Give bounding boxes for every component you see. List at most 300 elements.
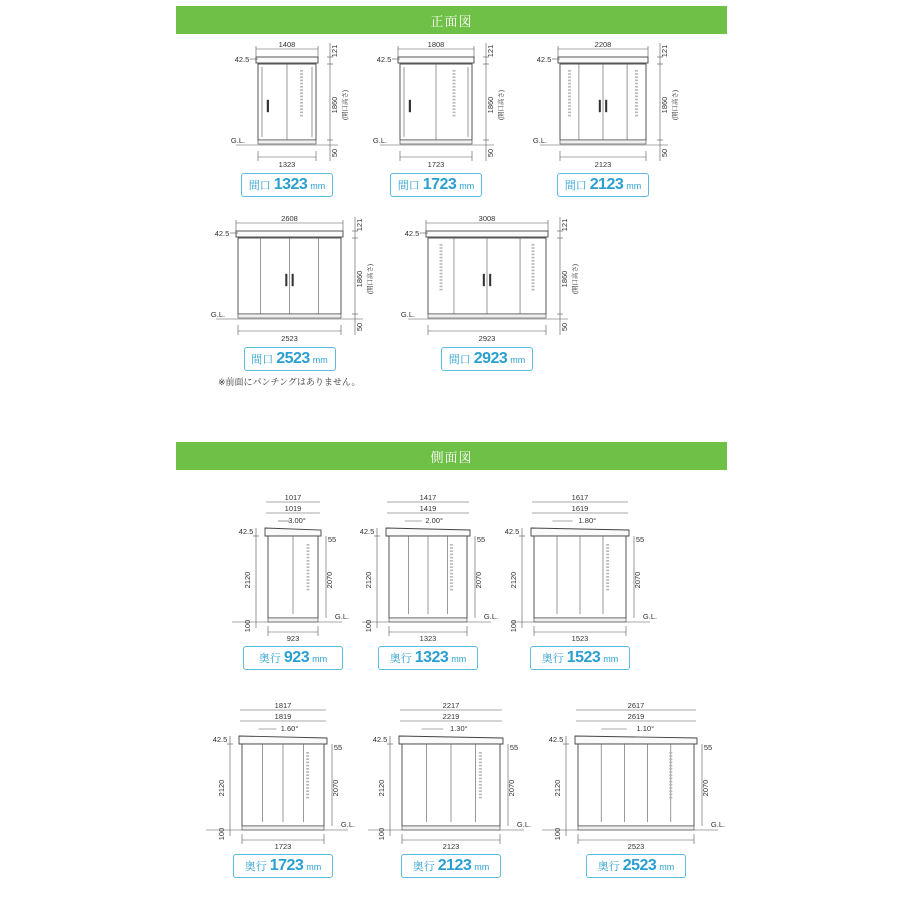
top-offset-label: 121 [355, 218, 364, 232]
front-view-title: 正面図 [430, 13, 473, 29]
ground-label: G.L. [230, 136, 246, 145]
ground-label: G.L. [340, 820, 356, 829]
ground-label: G.L. [642, 612, 658, 621]
side-base-label: 100 [243, 619, 252, 633]
door-handle [483, 274, 485, 286]
perforation-hole [635, 86, 638, 88]
perforation-hole [439, 273, 442, 275]
side-base-label: 100 [364, 619, 373, 633]
perforation-hole [439, 257, 442, 259]
perforation-hole [306, 787, 309, 789]
perforation-hole [532, 273, 535, 275]
side-back-offset-label: 55 [333, 743, 343, 752]
perforation-hole [635, 83, 638, 85]
side-depth-label: 2123 [442, 842, 460, 851]
side-view-title: 側面図 [430, 449, 473, 465]
perforation-hole [306, 768, 309, 770]
perforation-hole [300, 115, 303, 117]
perforation-hole [439, 266, 442, 268]
perforation-hole [479, 774, 482, 776]
shed-base [560, 140, 646, 144]
perforation-hole [606, 573, 609, 575]
top-offset-label: 121 [486, 44, 495, 58]
perforation-hole [568, 102, 571, 104]
side-base [578, 826, 694, 830]
perforation-hole [568, 115, 571, 117]
ground-label: G.L. [710, 820, 726, 829]
perforation-hole [450, 586, 453, 588]
perforation-hole [306, 778, 309, 780]
side-2-depth-badge [378, 646, 478, 670]
perforation-hole [532, 276, 535, 278]
front-opening-label: 2123 [594, 160, 612, 169]
perforation-hole [532, 257, 535, 259]
front-4-opening-badge-unit: mm [312, 355, 328, 365]
perforation-hole [532, 263, 535, 265]
perforation-hole [306, 758, 309, 760]
side-base-label: 100 [553, 827, 562, 841]
perforation-hole [439, 244, 442, 246]
base-height-label: 50 [355, 322, 364, 332]
ground-label: G.L. [372, 136, 388, 145]
perforation-hole [568, 76, 571, 78]
perforation-hole [606, 579, 609, 581]
side-6-depth-badge-unit: mm [659, 862, 675, 872]
ground-label: G.L. [483, 612, 499, 621]
perforation-hole [635, 70, 638, 72]
perforation-hole [307, 576, 310, 578]
perforation-hole [453, 99, 456, 101]
opening-height-note: (開口高さ) [367, 263, 374, 295]
front-1-opening-badge-value: 1323 [273, 176, 308, 193]
perforation-hole [300, 92, 303, 94]
side-3-depth-badge-unit: mm [603, 654, 619, 664]
ground-label: G.L. [516, 820, 532, 829]
roof-offset-label: 42.5 [214, 229, 230, 238]
shed-base [428, 314, 546, 318]
perforation-hole [439, 279, 442, 281]
shed-base [258, 140, 316, 144]
side-1-depth-badge [243, 646, 343, 670]
side-inner-height-label: 2070 [331, 779, 340, 797]
perforation-hole [669, 794, 672, 796]
perforation-hole [635, 99, 638, 101]
front-width-label: 2208 [594, 40, 612, 49]
perforation-hole [635, 115, 638, 117]
perforation-hole [453, 92, 456, 94]
perforation-hole [439, 254, 442, 256]
perforation-hole [635, 108, 638, 110]
side-depth-label: 2523 [627, 842, 645, 851]
perforation-hole [606, 570, 609, 572]
opening-height-label: 1860 [660, 96, 669, 114]
perforation-hole [307, 557, 310, 559]
perforation-hole [450, 554, 453, 556]
perforation-hole [669, 752, 672, 754]
side-roof-offset-label: 42.5 [212, 735, 228, 744]
front-2-opening-badge-label: 間口 [397, 180, 420, 192]
opening-height-note: (開口高さ) [672, 89, 679, 121]
opening-height-note: (開口高さ) [572, 263, 579, 295]
perforation-hole [306, 774, 309, 776]
side-top-width-label: 1617 [571, 493, 589, 502]
front-5-opening-badge-value: 2923 [473, 350, 508, 367]
side-roof [575, 736, 697, 744]
perforation-hole [453, 73, 456, 75]
perforation-hole [450, 550, 453, 552]
roof-angle-label: 1.10° [636, 724, 655, 733]
roof-offset-label: 42.5 [404, 229, 420, 238]
side-4-depth-badge [233, 854, 333, 878]
perforation-hole [606, 576, 609, 578]
opening-height-note: (開口高さ) [342, 89, 349, 121]
side-perforation [307, 544, 310, 590]
shed-roof [558, 57, 648, 63]
perforation-hole [669, 758, 672, 760]
perforation-hole [568, 105, 571, 107]
side-perforation [606, 544, 609, 590]
perforation-hole [606, 589, 609, 591]
perforation-hole [669, 762, 672, 764]
side-inner-height-label: 2070 [633, 571, 642, 589]
opening-height-note: (開口高さ) [498, 89, 505, 121]
front-4-opening-badge-value: 2523 [276, 350, 310, 367]
ground-label: G.L. [400, 310, 416, 319]
side-roof-width-label: 1819 [274, 712, 292, 721]
side-roof-offset-label: 42.5 [238, 527, 254, 536]
perforation-hole [453, 112, 456, 114]
perforation-hole [669, 797, 672, 799]
front-width-label: 2608 [281, 214, 298, 223]
perforation-hole [450, 544, 453, 546]
side-perforation [450, 544, 453, 590]
perforation-hole [439, 263, 442, 265]
perforation-hole [439, 289, 442, 291]
side-back-offset-label: 55 [327, 535, 337, 544]
perforation-hole [532, 250, 535, 252]
perforation-hole [669, 768, 672, 770]
side-view-header [176, 442, 727, 470]
side-3-depth-badge-value: 1523 [566, 649, 601, 666]
perforation-hole [479, 752, 482, 754]
perforation-hole [307, 563, 310, 565]
side-base [402, 826, 500, 830]
perforation-hole [300, 96, 303, 98]
ground-label: G.L. [532, 136, 548, 145]
front-width-label: 3008 [478, 214, 496, 223]
side-1-depth-badge-label: 奥行 [258, 653, 281, 665]
base-height-label: 50 [560, 322, 569, 332]
perforation-hole [669, 765, 672, 767]
side-roof-offset-label: 42.5 [372, 735, 388, 744]
front-width-label: 1408 [278, 40, 296, 49]
side-roof [531, 528, 629, 536]
perforation-hole [479, 771, 482, 773]
front-2-opening-badge [390, 173, 482, 197]
roof-angle-label: 3.00° [288, 516, 306, 525]
side-perforation [479, 752, 482, 798]
front-opening-label: 2923 [478, 334, 496, 343]
top-offset-label: 121 [660, 44, 669, 58]
perforation-hole [568, 86, 571, 88]
side-roof-width-label: 1419 [419, 504, 437, 513]
side-roof-offset-label: 42.5 [359, 527, 375, 536]
side-2-depth-badge-value: 1323 [414, 649, 449, 666]
perforation-hole [453, 96, 456, 98]
perforation-hole [439, 286, 442, 288]
door-handle [409, 100, 411, 112]
perforation-hole [532, 254, 535, 256]
side-perforation [306, 752, 309, 798]
perforation-hole [300, 86, 303, 88]
perforation-hole [300, 89, 303, 91]
front-note: ※前面にパンチングはありません。 [218, 377, 361, 387]
perforation-hole [300, 102, 303, 104]
side-back-offset-label: 55 [635, 535, 645, 544]
side-top-width-label: 2617 [627, 701, 645, 710]
side-top-width-label: 1017 [284, 493, 302, 502]
perforation-hole [606, 550, 609, 552]
door-handle [489, 274, 491, 286]
side-roof-width-label: 1619 [571, 504, 589, 513]
front-drawing-2 [372, 37, 505, 172]
door-handle [286, 274, 288, 286]
perforation-hole [479, 762, 482, 764]
front-5-opening-badge [441, 347, 533, 371]
side-depth-label: 1323 [419, 634, 437, 643]
perforation-hole [300, 108, 303, 110]
side-base [534, 618, 626, 622]
shed-roof [398, 57, 474, 63]
opening-height-label: 1860 [330, 96, 339, 114]
side-6-depth-badge [586, 854, 686, 878]
perforation-hole [439, 260, 442, 262]
perforation-hole [479, 781, 482, 783]
side-top-width-label: 1417 [419, 493, 437, 502]
perforation-hole [450, 566, 453, 568]
top-offset-label: 121 [560, 218, 569, 232]
perforation-hole [307, 589, 310, 591]
perforation-hole [635, 92, 638, 94]
opening-height-label: 1860 [560, 270, 569, 288]
door-handle [292, 274, 294, 286]
side-base [389, 618, 467, 622]
side-roof-offset-label: 42.5 [548, 735, 564, 744]
perforation-hole [568, 89, 571, 91]
front-3-opening-badge [557, 173, 649, 197]
perforation-hole [669, 778, 672, 780]
roof-offset-label: 42.5 [376, 55, 392, 64]
ground-label: G.L. [210, 310, 226, 319]
perforation-hole [479, 790, 482, 792]
front-perforation [453, 70, 456, 116]
perforation-hole [300, 112, 303, 114]
roof-angle-label: 2.00° [425, 516, 444, 525]
side-1-depth-badge-value: 923 [283, 649, 310, 666]
perforation-hole [568, 92, 571, 94]
perforation-hole [439, 270, 442, 272]
perforation-hole [306, 752, 309, 754]
front-perforation [532, 244, 535, 290]
side-perforation [669, 752, 672, 798]
side-3-depth-badge-label: 奥行 [541, 653, 564, 665]
side-inner-height-label: 2070 [701, 779, 710, 797]
side-height-label: 2120 [377, 779, 386, 797]
perforation-hole [606, 557, 609, 559]
side-roof-width-label: 1019 [284, 504, 302, 513]
perforation-hole [479, 755, 482, 757]
front-opening-label: 2523 [281, 334, 298, 343]
perforation-hole [568, 70, 571, 72]
front-perforation [568, 70, 571, 116]
perforation-hole [532, 282, 535, 284]
perforation-hole [306, 790, 309, 792]
perforation-hole [439, 250, 442, 252]
shed-base [400, 140, 472, 144]
perforation-hole [479, 797, 482, 799]
perforation-hole [450, 547, 453, 549]
side-4-depth-badge-label: 奥行 [244, 861, 267, 873]
side-drawing-4 [200, 702, 370, 852]
front-4-opening-badge-label: 間口 [251, 354, 274, 366]
perforation-hole [669, 755, 672, 757]
perforation-hole [306, 765, 309, 767]
perforation-hole [606, 586, 609, 588]
perforation-hole [453, 83, 456, 85]
side-drawing-2 [356, 494, 506, 644]
perforation-hole [635, 102, 638, 104]
perforation-hole [453, 89, 456, 91]
side-height-label: 2120 [364, 571, 373, 589]
perforation-hole [606, 547, 609, 549]
perforation-hole [669, 774, 672, 776]
side-top-width-label: 2217 [442, 701, 460, 710]
perforation-hole [307, 579, 310, 581]
front-1-opening-badge-label: 間口 [248, 180, 271, 192]
perforation-hole [568, 112, 571, 114]
front-1-opening-badge-unit: mm [310, 181, 326, 191]
perforation-hole [532, 266, 535, 268]
shed-roof [426, 231, 548, 237]
side-drawing-1 [226, 494, 366, 644]
side-6-depth-badge-label: 奥行 [597, 861, 620, 873]
base-height-label: 50 [660, 148, 669, 158]
perforation-hole [532, 260, 535, 262]
perforation-hole [453, 108, 456, 110]
perforation-hole [606, 554, 609, 556]
side-body [578, 744, 694, 826]
side-2-depth-badge-unit: mm [451, 654, 467, 664]
perforation-hole [635, 80, 638, 82]
perforation-hole [635, 76, 638, 78]
perforation-hole [307, 586, 310, 588]
perforation-hole [306, 794, 309, 796]
perforation-hole [532, 289, 535, 291]
perforation-hole [306, 762, 309, 764]
roof-angle-label: 1.80° [578, 516, 597, 525]
front-3-opening-badge-unit: mm [626, 181, 642, 191]
perforation-hole [635, 89, 638, 91]
perforation-hole [439, 247, 442, 249]
perforation-hole [300, 73, 303, 75]
roof-offset-label: 42.5 [536, 55, 552, 64]
front-4-opening-badge [244, 347, 336, 371]
perforation-hole [669, 790, 672, 792]
perforation-hole [635, 96, 638, 98]
perforation-hole [479, 765, 482, 767]
side-base-label: 100 [217, 827, 226, 841]
perforation-hole [450, 573, 453, 575]
perforation-hole [479, 787, 482, 789]
front-opening-label: 1323 [278, 160, 296, 169]
perforation-hole [635, 105, 638, 107]
side-depth-label: 1723 [274, 842, 292, 851]
perforation-hole [307, 582, 310, 584]
opening-height-label: 1860 [355, 270, 364, 288]
front-3-opening-badge-label: 間口 [564, 180, 587, 192]
perforation-hole [669, 771, 672, 773]
perforation-hole [453, 86, 456, 88]
front-5-opening-badge-label: 間口 [448, 354, 471, 366]
side-2-depth-badge-label: 奥行 [389, 653, 412, 665]
side-back-offset-label: 55 [509, 743, 519, 752]
perforation-hole [307, 573, 310, 575]
side-base-label: 100 [509, 619, 518, 633]
perforation-hole [307, 560, 310, 562]
side-back-offset-label: 55 [476, 535, 486, 544]
perforation-hole [568, 73, 571, 75]
side-drawing-6 [536, 702, 736, 852]
perforation-hole [532, 286, 535, 288]
shed-roof [256, 57, 318, 63]
front-drawing-5 [400, 211, 590, 346]
perforation-hole [479, 768, 482, 770]
side-roof-width-label: 2219 [442, 712, 460, 721]
perforation-hole [439, 282, 442, 284]
perforation-hole [606, 563, 609, 565]
front-drawing-4 [208, 211, 374, 346]
perforation-hole [306, 781, 309, 783]
perforation-hole [606, 566, 609, 568]
perforation-hole [300, 76, 303, 78]
side-height-label: 2120 [243, 571, 252, 589]
side-roof-offset-label: 42.5 [504, 527, 520, 536]
perforation-hole [479, 784, 482, 786]
side-back-offset-label: 55 [703, 743, 713, 752]
roof-angle-label: 1.30° [450, 724, 468, 733]
side-5-depth-badge-unit: mm [474, 862, 490, 872]
perforation-hole [606, 544, 609, 546]
perforation-hole [307, 570, 310, 572]
front-1-opening-badge [241, 173, 333, 197]
perforation-hole [532, 244, 535, 246]
perforation-hole [450, 570, 453, 572]
perforation-hole [479, 778, 482, 780]
perforation-hole [568, 96, 571, 98]
side-1-depth-badge-unit: mm [312, 654, 328, 664]
perforation-hole [300, 83, 303, 85]
front-2-opening-badge-value: 1723 [422, 176, 457, 193]
side-height-label: 2120 [509, 571, 518, 589]
side-base [242, 826, 324, 830]
front-3-opening-badge-value: 2123 [589, 176, 624, 193]
perforation-hole [568, 99, 571, 101]
perforation-hole [300, 80, 303, 82]
side-height-label: 2120 [553, 779, 562, 797]
ground-label: G.L. [334, 612, 350, 621]
perforation-hole [306, 771, 309, 773]
front-perforation [439, 244, 442, 290]
